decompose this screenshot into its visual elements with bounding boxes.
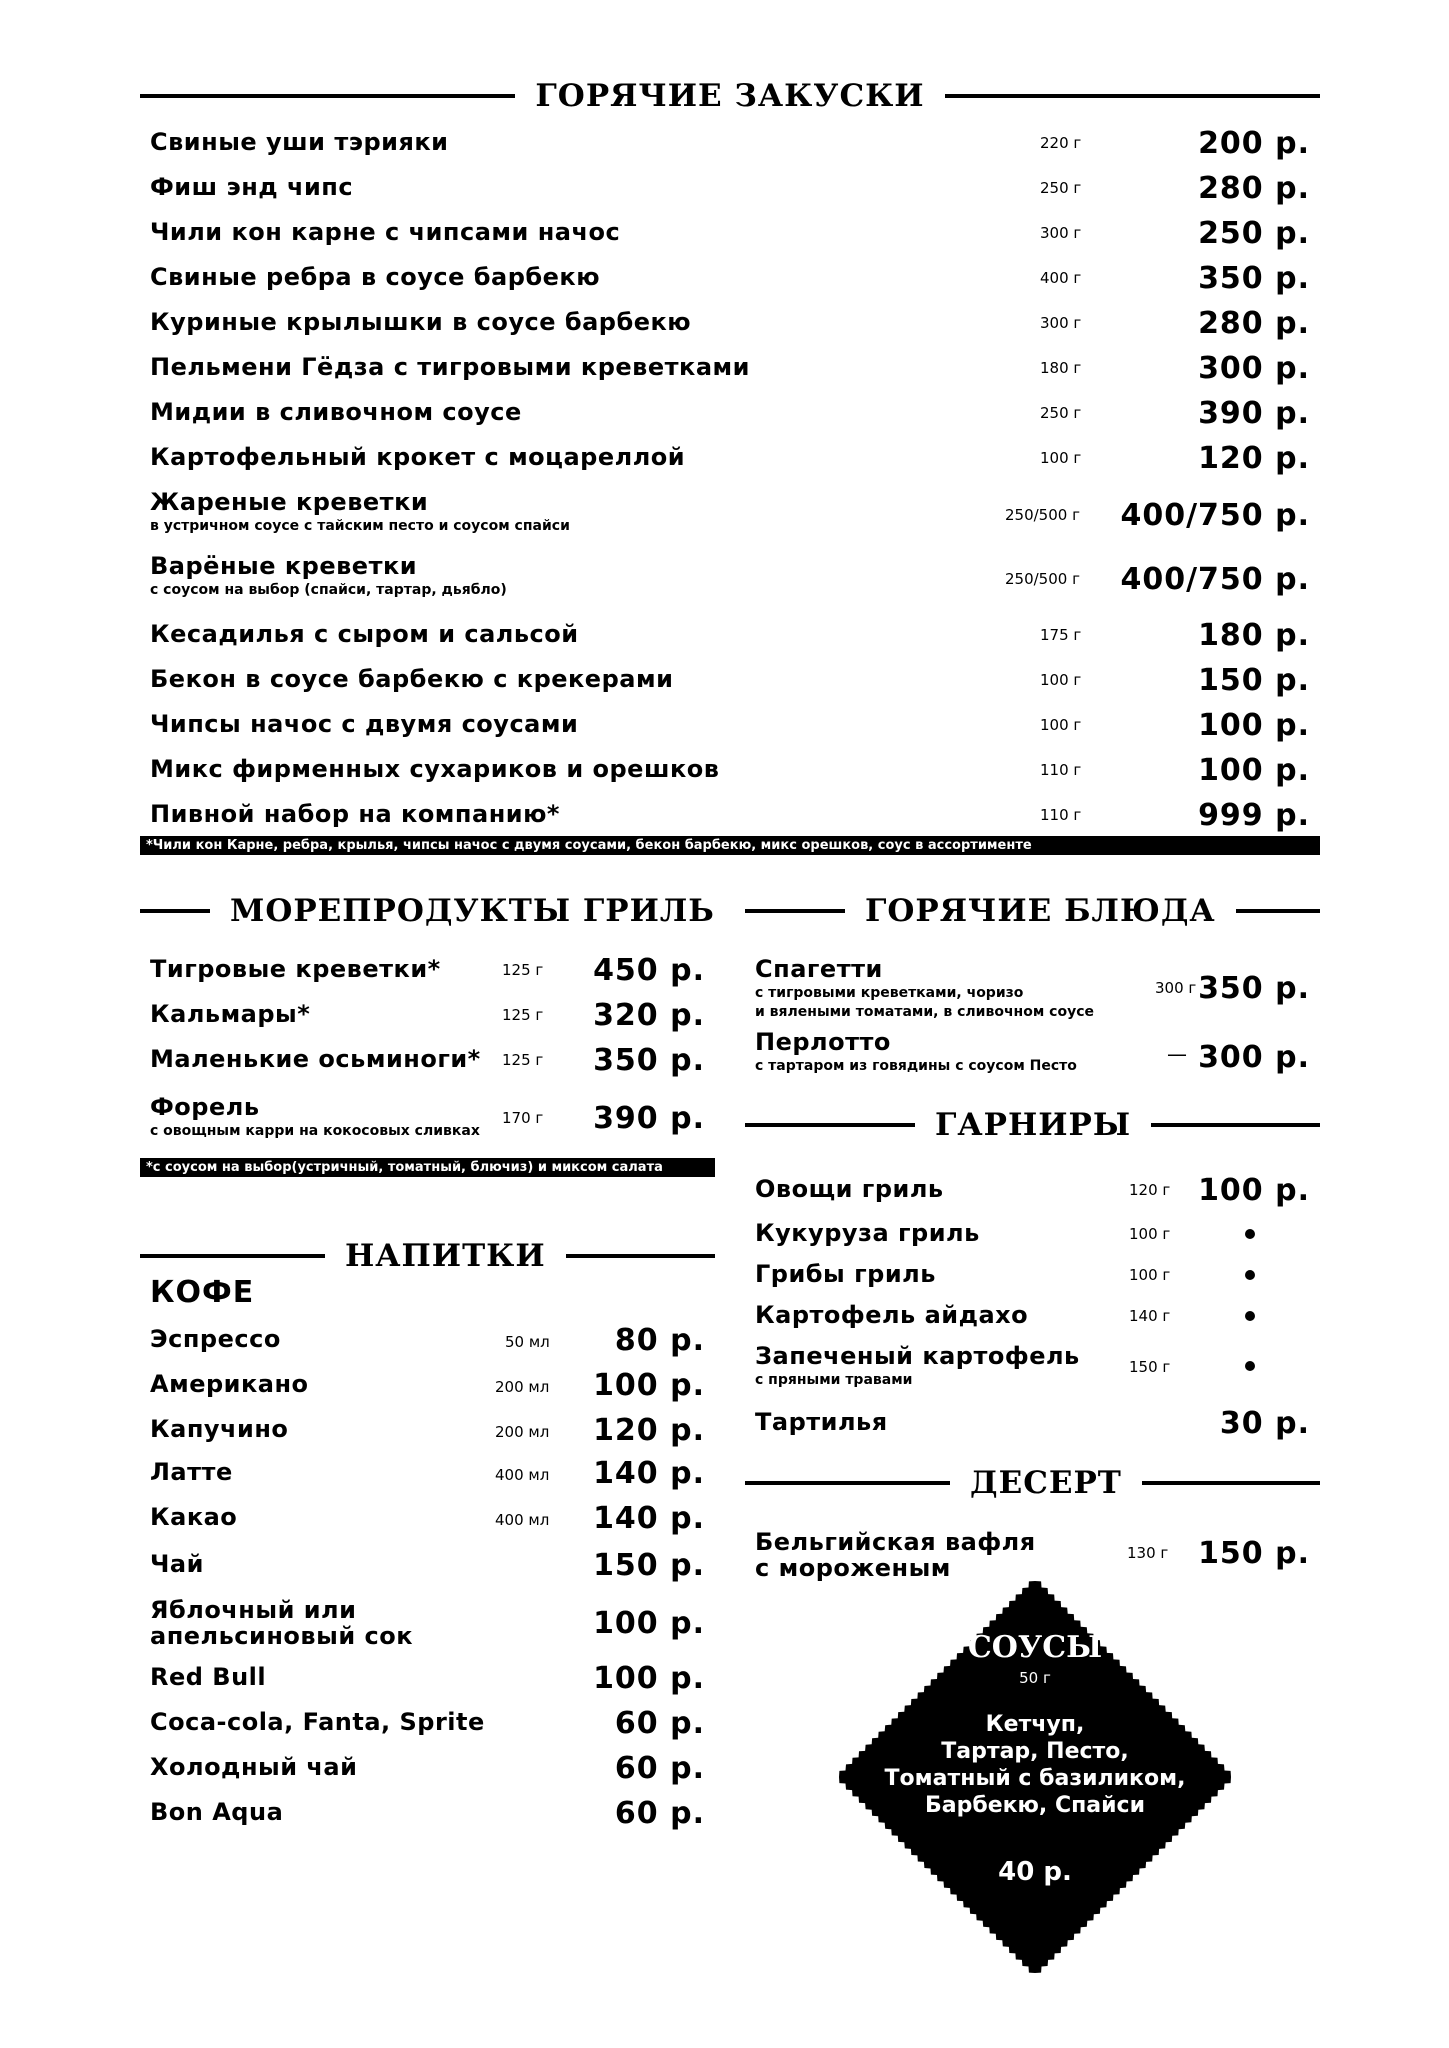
item-weight: 125 г bbox=[502, 961, 544, 979]
section-title: НАПИТКИ bbox=[345, 1238, 546, 1274]
coffee-subheading: КОФЕ bbox=[150, 1275, 255, 1310]
item-name: Маленькие осьминоги* bbox=[150, 1045, 481, 1073]
menu-item bbox=[150, 755, 1310, 795]
sauce-line: Кетчуп, bbox=[985, 1712, 1085, 1737]
item-price: 80 р. bbox=[614, 1323, 705, 1358]
item-price: 120 р. bbox=[1198, 441, 1310, 476]
item-price: 60 р. bbox=[614, 1751, 705, 1786]
item-weight: 220 г bbox=[1040, 134, 1082, 152]
item-price: 390 р. bbox=[1198, 396, 1310, 431]
menu-item bbox=[150, 955, 705, 995]
item-name: Куриные крылышки в соусе барбекю bbox=[150, 308, 692, 336]
item-price: 300 р. bbox=[1198, 351, 1310, 386]
item-weight: 100 г bbox=[1040, 449, 1082, 467]
sauces-weight: 50 г bbox=[1019, 1669, 1051, 1687]
item-weight: 110 г bbox=[1040, 806, 1082, 824]
item-name: Форель bbox=[150, 1093, 260, 1121]
section-header-sides bbox=[745, 1107, 1320, 1143]
item-weight: 100 г bbox=[1040, 716, 1082, 734]
menu-item bbox=[755, 1408, 1310, 1448]
item-weight: 300 г bbox=[1155, 979, 1197, 997]
menu-item bbox=[755, 1528, 1310, 1583]
item-weight: 125 г bbox=[502, 1006, 544, 1024]
hot-snacks-note: *Чили кон Карне, ребра, крылья, чипсы начос с двумя соусами, бекон барбекю, микс орешков, соус в ассортименте bbox=[140, 836, 1320, 855]
menu-item bbox=[150, 218, 1310, 258]
item-name: Red Bull bbox=[150, 1663, 267, 1691]
item-price: 100 р. bbox=[593, 1606, 705, 1641]
menu-item bbox=[150, 263, 1310, 303]
item-weight: 100 г bbox=[1129, 1225, 1171, 1243]
menu-item bbox=[150, 1708, 705, 1748]
menu-item bbox=[755, 1175, 1310, 1215]
item-price: 100 р. bbox=[1198, 753, 1310, 788]
item-price: 150 р. bbox=[1198, 663, 1310, 698]
item-description: и вялеными томатами, в сливочном соусе bbox=[755, 1004, 1095, 1020]
section-title: МОРЕПРОДУКТЫ ГРИЛЬ bbox=[230, 893, 715, 929]
item-name: Варёные креветки bbox=[150, 552, 418, 580]
item-price: 60 р. bbox=[614, 1796, 705, 1831]
item-name: Эспрессо bbox=[150, 1325, 281, 1353]
item-name: Кесадилья с сыром и сальсой bbox=[150, 620, 579, 648]
item-name: Пивной набор на компанию* bbox=[150, 800, 560, 828]
item-price: 150 р. bbox=[593, 1548, 705, 1583]
item-name: Свиные ребра в соусе барбекю bbox=[150, 263, 601, 291]
item-name: Bon Aqua bbox=[150, 1798, 284, 1826]
section-title: ДЕСЕРТ bbox=[970, 1465, 1122, 1501]
item-name: Чай bbox=[150, 1550, 204, 1578]
item-name: Мидии в сливочном соусе bbox=[150, 398, 522, 426]
menu-item bbox=[755, 1301, 1310, 1341]
bullet-dot bbox=[1245, 1270, 1255, 1280]
sauce-line: Тартар, Песто, bbox=[941, 1739, 1129, 1764]
item-price: 100 р. bbox=[1198, 708, 1310, 743]
item-weight: 50 мл bbox=[505, 1333, 550, 1351]
menu-item bbox=[150, 308, 1310, 348]
item-weight: 120 г bbox=[1129, 1181, 1171, 1199]
menu-item bbox=[150, 1325, 705, 1365]
menu-item bbox=[150, 1596, 705, 1650]
item-price: 100 р. bbox=[1198, 1173, 1310, 1208]
menu-item bbox=[150, 1753, 705, 1793]
item-price: 200 р. bbox=[1198, 126, 1310, 161]
item-name: Американо bbox=[150, 1370, 309, 1398]
item-name: Свиные уши тэрияки bbox=[150, 128, 449, 156]
item-price: 350 р. bbox=[593, 1043, 705, 1078]
menu-item bbox=[755, 1219, 1310, 1259]
section-title: ГАРНИРЫ bbox=[935, 1107, 1132, 1143]
menu-item bbox=[150, 1045, 705, 1085]
menu-item bbox=[150, 173, 1310, 213]
item-weight: 300 г bbox=[1040, 224, 1082, 242]
item-price: 280 р. bbox=[1198, 306, 1310, 341]
menu-item bbox=[755, 1342, 1310, 1388]
item-name: Латте bbox=[150, 1458, 233, 1486]
menu-item bbox=[755, 1028, 1310, 1078]
item-name: Фиш энд чипс bbox=[150, 173, 354, 201]
item-price: 100 р. bbox=[593, 1368, 705, 1403]
item-weight: 300 г bbox=[1040, 314, 1082, 332]
item-price: 100 р. bbox=[593, 1661, 705, 1696]
item-price: 350 р. bbox=[1198, 261, 1310, 296]
item-price: 350 р. bbox=[1198, 971, 1310, 1006]
item-weight: 250/500 г bbox=[1005, 506, 1080, 524]
item-price: 450 р. bbox=[593, 953, 705, 988]
item-name: Бекон в соусе барбекю с крекерами bbox=[150, 665, 674, 693]
menu-item bbox=[150, 398, 1310, 438]
menu-item bbox=[150, 1550, 705, 1590]
menu-item bbox=[150, 1798, 705, 1838]
item-weight: 200 мл bbox=[495, 1423, 550, 1441]
item-weight: 250/500 г bbox=[1005, 570, 1080, 588]
item-price: 400/750 р. bbox=[1120, 498, 1310, 533]
item-weight: 400 г bbox=[1040, 269, 1082, 287]
item-weight: 130 г bbox=[1127, 1544, 1169, 1562]
item-weight: 250 г bbox=[1040, 179, 1082, 197]
item-name: Тигровые креветки* bbox=[150, 955, 441, 983]
item-price: 250 р. bbox=[1198, 216, 1310, 251]
item-name: Жареные креветки bbox=[150, 488, 429, 516]
item-weight: 125 г bbox=[502, 1051, 544, 1069]
section-title: ГОРЯЧИЕ БЛЮДА bbox=[865, 893, 1216, 929]
section-header-hot-snacks bbox=[140, 78, 1320, 114]
section-header-drinks bbox=[140, 1238, 715, 1274]
menu-item bbox=[150, 800, 1310, 840]
item-price: 300 р. bbox=[1198, 1040, 1310, 1075]
menu-item bbox=[150, 1415, 705, 1455]
item-name-line2: с мороженым bbox=[755, 1554, 951, 1582]
section-title: ГОРЯЧИЕ ЗАКУСКИ bbox=[535, 78, 925, 114]
item-name: Картофельный крокет с моцареллой bbox=[150, 443, 686, 471]
item-name: Тартилья bbox=[755, 1408, 888, 1436]
item-name: Перлотто bbox=[755, 1028, 891, 1056]
menu-item bbox=[150, 1458, 705, 1498]
item-weight: 180 г bbox=[1040, 359, 1082, 377]
section-header-hot-dishes bbox=[745, 893, 1320, 929]
item-weight: 140 г bbox=[1129, 1307, 1171, 1325]
sauces-list bbox=[836, 1711, 1234, 1819]
menu-item bbox=[150, 443, 1310, 483]
menu-item bbox=[150, 665, 1310, 705]
item-description: с тартаром из говядины с соусом Песто bbox=[755, 1058, 1077, 1074]
item-name: Кальмары* bbox=[150, 1000, 311, 1028]
item-price: 60 р. bbox=[614, 1706, 705, 1741]
menu-item bbox=[150, 1503, 705, 1543]
item-name: Coca-cola, Fanta, Sprite bbox=[150, 1708, 485, 1736]
item-description: с соусом на выбор (спайси, тартар, дьябло) bbox=[150, 582, 507, 598]
section-header-dessert bbox=[745, 1465, 1320, 1501]
section-header-seafood bbox=[140, 893, 715, 929]
sauce-line: Томатный с базиликом, bbox=[884, 1766, 1186, 1791]
item-weight: 200 мл bbox=[495, 1378, 550, 1396]
item-price: 180 р. bbox=[1198, 618, 1310, 653]
item-name-line2: апельсиновый сок bbox=[150, 1622, 413, 1650]
item-name: Кукуруза гриль bbox=[755, 1219, 980, 1247]
item-name: Спагетти bbox=[755, 955, 883, 983]
item-name: Капучино bbox=[150, 1415, 289, 1443]
item-weight: 175 г bbox=[1040, 626, 1082, 644]
item-price: 120 р. bbox=[593, 1413, 705, 1448]
item-weight: 100 г bbox=[1129, 1266, 1171, 1284]
item-price: 140 р. bbox=[593, 1456, 705, 1491]
menu-item bbox=[150, 128, 1310, 168]
item-weight: 170 г bbox=[502, 1109, 544, 1127]
item-weight: 400 мл bbox=[495, 1466, 550, 1484]
item-weight: 150 г bbox=[1129, 1358, 1171, 1376]
seafood-note: *с соусом на выбор(устричный, томатный, блючиз) и миксом салата bbox=[140, 1158, 715, 1177]
item-weight: 100 г bbox=[1040, 671, 1082, 689]
item-price: 400/750 р. bbox=[1120, 562, 1310, 597]
item-name: Пельмени Гёдза с тигровыми креветками bbox=[150, 353, 750, 381]
item-price: 150 р. bbox=[1198, 1536, 1310, 1571]
menu-item bbox=[755, 1260, 1310, 1300]
item-weight: 250 г bbox=[1040, 404, 1082, 422]
menu-item bbox=[755, 955, 1310, 1020]
menu-item bbox=[150, 552, 1310, 598]
menu-item bbox=[150, 710, 1310, 750]
item-description: в устричном соусе с тайским песто и соусом спайси bbox=[150, 518, 570, 534]
item-description: с тигровыми креветками, чоризо bbox=[755, 985, 1024, 1001]
item-weight: 110 г bbox=[1040, 761, 1082, 779]
bullet-dot bbox=[1245, 1229, 1255, 1239]
menu-item bbox=[150, 488, 1310, 534]
item-name: Запеченый картофель bbox=[755, 1342, 1080, 1370]
item-description: с овощным карри на кокосовых сливках bbox=[150, 1123, 480, 1139]
item-name: Грибы гриль bbox=[755, 1260, 936, 1288]
item-price: 320 р. bbox=[593, 998, 705, 1033]
item-price: 280 р. bbox=[1198, 171, 1310, 206]
item-price: 30 р. bbox=[1219, 1406, 1310, 1441]
item-name: Яблочный или bbox=[150, 1596, 357, 1624]
item-name: Бельгийская вафля bbox=[755, 1528, 1036, 1556]
item-name: Какао bbox=[150, 1503, 238, 1531]
bullet-dot bbox=[1245, 1311, 1255, 1321]
menu-item bbox=[150, 620, 1310, 660]
item-name: Картофель айдахо bbox=[755, 1301, 1029, 1329]
item-price: 390 р. bbox=[593, 1101, 705, 1136]
item-name: Овощи гриль bbox=[755, 1175, 944, 1203]
sauces-price: 40 р. bbox=[998, 1857, 1072, 1887]
menu-item bbox=[150, 353, 1310, 393]
sauce-line: Барбекю, Спайси bbox=[924, 1793, 1146, 1818]
bullet-dot bbox=[1245, 1361, 1255, 1371]
item-price: 999 р. bbox=[1198, 798, 1310, 833]
sauces-title: СОУСЫ bbox=[967, 1630, 1103, 1665]
item-name: Микс фирменных сухариков и орешков bbox=[150, 755, 720, 783]
menu-item bbox=[150, 1663, 705, 1703]
item-name: Чипсы начос с двумя соусами bbox=[150, 710, 579, 738]
item-weight: 400 мл bbox=[495, 1511, 550, 1529]
menu-item bbox=[150, 1000, 705, 1040]
menu-item bbox=[150, 1370, 705, 1410]
item-price: 140 р. bbox=[593, 1501, 705, 1536]
sauces-panel bbox=[836, 1630, 1234, 1887]
item-name: Холодный чай bbox=[150, 1753, 358, 1781]
menu-item bbox=[150, 1093, 705, 1139]
item-description: с пряными травами bbox=[755, 1372, 913, 1388]
item-name: Чили кон карне с чипсами начос bbox=[150, 218, 621, 246]
item-weight: — bbox=[1167, 1042, 1187, 1066]
